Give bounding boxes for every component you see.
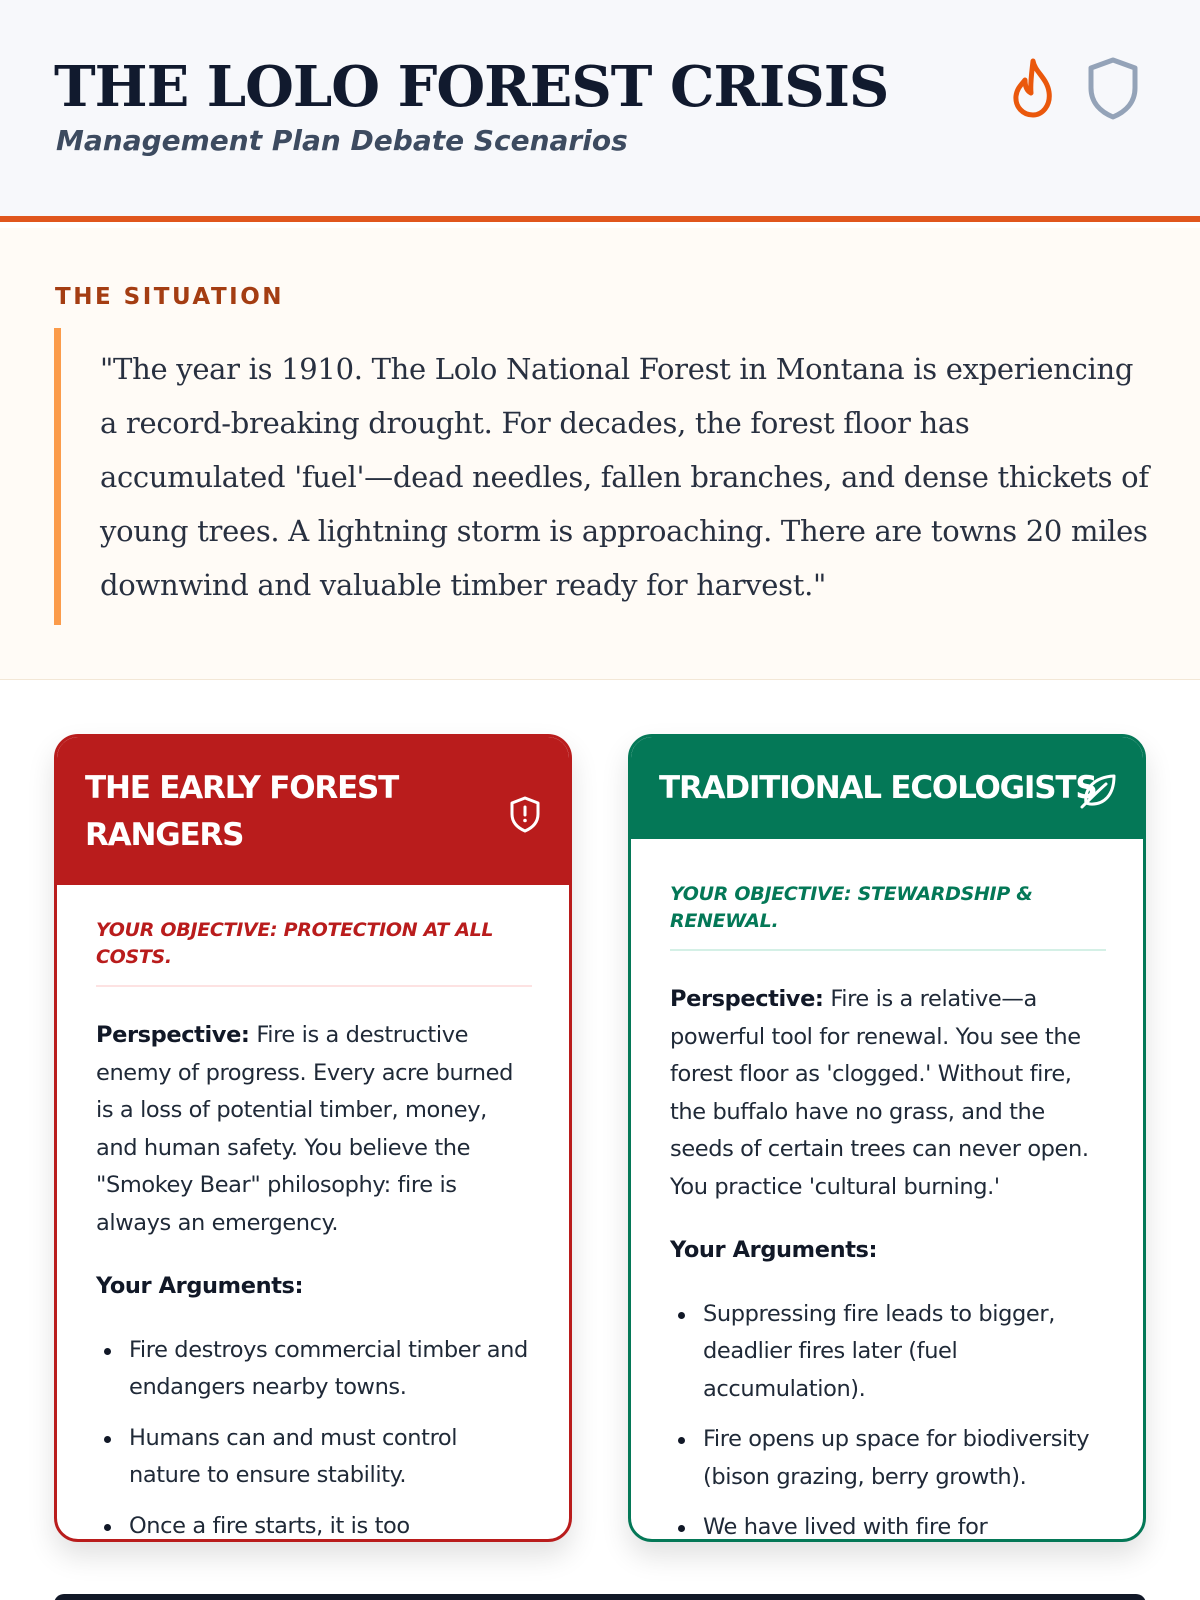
flame-icon bbox=[1005, 56, 1061, 120]
leaf-icon bbox=[1078, 769, 1120, 811]
shield-alert-icon bbox=[508, 795, 542, 833]
page-header bbox=[0, 0, 1200, 222]
list-item: Suppressing fire leads to bigger, deadlier fires later (fuel accumulation). bbox=[670, 1296, 1106, 1409]
next-section-edge bbox=[54, 1594, 1146, 1600]
ecologists-objective: YOUR OBJECTIVE: STEWARDSHIP & RENEWAL. bbox=[670, 881, 1106, 951]
rangers-arguments-title: Your Arguments: bbox=[96, 1273, 304, 1299]
shield-icon bbox=[1085, 56, 1141, 120]
situation-label: THE SITUATION bbox=[55, 284, 284, 310]
page-subtitle: Management Plan Debate Scenarios bbox=[56, 124, 628, 157]
list-item: Fire destroys commercial timber and endangers nearby towns. bbox=[96, 1332, 532, 1407]
ecologists-arguments-title: Your Arguments: bbox=[670, 1237, 878, 1263]
rangers-card bbox=[54, 734, 572, 1542]
rangers-card-body bbox=[96, 917, 532, 1542]
page-title: THE LOLO FOREST CRISIS bbox=[54, 54, 889, 120]
rangers-objective: YOUR OBJECTIVE: PROTECTION AT ALL COSTS. bbox=[96, 917, 532, 987]
rangers-card-header bbox=[57, 737, 569, 885]
perspective-label: Perspective: bbox=[96, 1022, 250, 1048]
list-item: Humans can and must control nature to ensure stability. bbox=[96, 1420, 532, 1495]
perspective-label: Perspective: bbox=[670, 986, 824, 1012]
perspective-text: Fire is a destructive enemy of progress. Every acre burned is a loss of potential timber, money, and human safety. You believe the "Smokey Bear" philosophy: fire is always an emergency. bbox=[96, 1022, 513, 1236]
ecologists-perspective bbox=[670, 981, 1106, 1206]
ecologists-arguments-list bbox=[670, 1296, 1106, 1543]
ecologists-card bbox=[628, 734, 1146, 1542]
ecologists-card-title: TRADITIONAL ECOLOGISTS bbox=[659, 770, 1097, 806]
rangers-perspective bbox=[96, 1017, 532, 1242]
ecologists-card-header bbox=[631, 737, 1143, 839]
rangers-arguments-list bbox=[96, 1332, 532, 1543]
ecologists-card-body bbox=[670, 881, 1106, 1542]
list-item: We have lived with fire for bbox=[670, 1509, 1106, 1542]
list-item: Once a fire starts, it is too bbox=[96, 1508, 532, 1543]
list-item: Fire opens up space for biodiversity (bison grazing, berry growth). bbox=[670, 1421, 1106, 1496]
situation-section bbox=[0, 228, 1200, 680]
perspective-text: Fire is a relative—a powerful tool for renewal. You see the forest floor as 'clogged.' Without fire, the buffalo have no grass, and the seeds of certain trees can never open. You practice 'cultural burning.' bbox=[670, 986, 1089, 1200]
situation-quote: "The year is 1910. The Lolo National Forest in Montana is experiencing a record-breaking drought. For decades, the forest floor has accumulated 'fuel'—dead needles, fallen branches, and dense thickets of young trees. A lightning storm is approaching. There are towns 20 miles downwind and valuable timber ready for harvest." bbox=[54, 328, 1154, 625]
rangers-card-title: THE EARLY FOREST RANGERS bbox=[85, 770, 399, 853]
